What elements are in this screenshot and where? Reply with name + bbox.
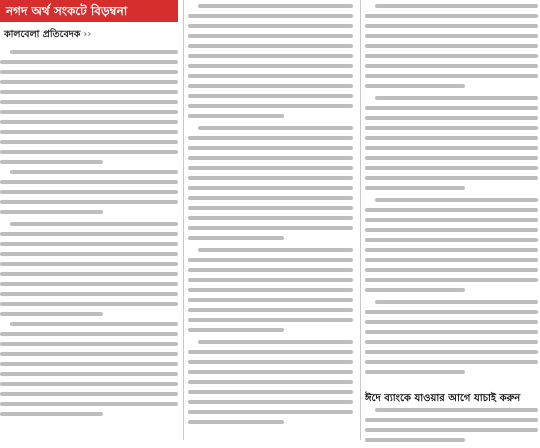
article-paragraph (365, 300, 538, 380)
article-text-placeholder-line (365, 84, 465, 88)
article-text-placeholder-line (0, 412, 103, 416)
article-byline (0, 28, 178, 42)
article-text-placeholder-line (188, 360, 353, 364)
article-text-placeholder-line (188, 94, 353, 98)
article-text-placeholder-line (365, 166, 538, 170)
article-text-placeholder-line (365, 228, 538, 232)
article-text-placeholder-line (0, 272, 178, 276)
article-text-placeholder-line (365, 136, 538, 140)
article-text-placeholder-line (365, 156, 538, 160)
article-text-placeholder-line (188, 44, 353, 48)
article-column-2 (183, 0, 355, 440)
article-text-placeholder-line (365, 258, 538, 262)
article-text-placeholder-line (365, 24, 538, 28)
article-text-placeholder-line (0, 90, 178, 94)
article-paragraph (188, 126, 353, 246)
article-text-placeholder-line (365, 438, 465, 442)
article-paragraph (365, 4, 538, 94)
article-text-placeholder-line (198, 4, 353, 8)
article-text-placeholder-line (0, 332, 178, 336)
article-text-placeholder-line (365, 340, 538, 344)
article-text-placeholder-line (188, 166, 353, 170)
article-text-placeholder-line (365, 54, 538, 58)
article-text-placeholder-line (188, 258, 353, 262)
article-text-placeholder-line (0, 130, 178, 134)
article-text-placeholder-line (198, 126, 353, 130)
article-text-placeholder-line (0, 100, 178, 104)
article-text-placeholder-line (10, 50, 178, 54)
article-text-placeholder-line (0, 70, 178, 74)
article-text-placeholder-line (188, 136, 353, 140)
article-text-placeholder-line (375, 408, 538, 412)
article-text-placeholder-line (10, 170, 178, 174)
article-text-placeholder-line (365, 116, 538, 120)
article-text-placeholder-line (0, 120, 178, 124)
article-text-placeholder-line (188, 54, 353, 58)
article-text-placeholder-line (188, 176, 353, 180)
article-text-placeholder-line (0, 242, 178, 246)
article-text-placeholder-line (0, 392, 178, 396)
article-paragraph (365, 408, 538, 448)
article-text-placeholder-line (0, 382, 178, 386)
article-text-placeholder-line (188, 328, 284, 332)
article-text-placeholder-line (365, 14, 538, 18)
article-text-placeholder-line (188, 74, 353, 78)
article-text-placeholder-line (365, 74, 538, 78)
article-text-placeholder-line (365, 310, 538, 314)
article-text-placeholder-line (0, 312, 103, 316)
article-text-placeholder-line (188, 370, 353, 374)
article-text-placeholder-line (0, 292, 178, 296)
article-text-placeholder-line (0, 140, 178, 144)
article-text-placeholder-line (188, 84, 353, 88)
article-text-placeholder-line (365, 106, 538, 110)
article-text-placeholder-line (365, 428, 538, 432)
double-chevron-right-icon: ›› (83, 29, 92, 40)
article-text-placeholder-line (375, 4, 538, 8)
article-paragraph (0, 322, 178, 422)
article-paragraph (0, 50, 178, 170)
article-paragraph (188, 248, 353, 338)
article-text-placeholder-line (188, 14, 353, 18)
article-text-placeholder-line (365, 320, 538, 324)
article-text-placeholder-line (0, 200, 178, 204)
article-paragraph (0, 170, 178, 220)
article-text-placeholder-line (188, 268, 353, 272)
article-text-placeholder-line (188, 226, 353, 230)
article-paragraph (365, 96, 538, 196)
article-text-placeholder-line (365, 248, 538, 252)
article-text-placeholder-line (0, 362, 178, 366)
article-text-placeholder-line (188, 104, 353, 108)
article-text-placeholder-line (188, 298, 353, 302)
article-text-placeholder-line (375, 198, 538, 202)
article-text-placeholder-line (365, 278, 538, 282)
article-text-placeholder-line (365, 64, 538, 68)
article-text-placeholder-line (0, 80, 178, 84)
article-column-3 (360, 0, 540, 440)
article-text-placeholder-line (188, 420, 284, 424)
article-text-placeholder-line (188, 64, 353, 68)
article-text-placeholder-line (188, 308, 353, 312)
article-text-placeholder-line (10, 322, 178, 326)
article-text-placeholder-line (365, 238, 538, 242)
section-subhead: ঈদে ব্যাংকে যাওয়ার আগে যাচাই করুন (365, 393, 521, 404)
article-text-placeholder-line (188, 278, 353, 282)
article-text-placeholder-line (365, 146, 538, 150)
article-text-placeholder-line (0, 190, 178, 194)
article-column-1 (0, 0, 178, 440)
article-text-placeholder-line (188, 288, 353, 292)
article-text-placeholder-line (188, 114, 284, 118)
article-text-placeholder-line (198, 340, 353, 344)
article-paragraph (0, 222, 178, 322)
article-text-placeholder-line (365, 288, 465, 292)
article-headline: নগদ অর্থ সংকটে বিড়ম্বনা (0, 0, 178, 22)
article-text-placeholder-line (0, 352, 178, 356)
article-text-placeholder-line (0, 150, 178, 154)
article-text-placeholder-line (0, 60, 178, 64)
article-text-placeholder-line (365, 208, 538, 212)
article-text-placeholder-line (0, 262, 178, 266)
article-text-placeholder-line (188, 196, 353, 200)
article-paragraph (188, 340, 353, 430)
article-text-placeholder-line (365, 418, 538, 422)
article-text-placeholder-line (365, 350, 538, 354)
article-text-placeholder-line (188, 400, 353, 404)
article-text-placeholder-line (188, 350, 353, 354)
article-text-placeholder-line (198, 248, 353, 252)
byline-label: কালবেলা প্রতিবেদক (4, 29, 81, 40)
article-text-placeholder-line (375, 96, 538, 100)
article-text-placeholder-line (365, 176, 538, 180)
article-text-placeholder-line (188, 34, 353, 38)
article-text-placeholder-line (0, 180, 178, 184)
article-text-placeholder-line (365, 126, 538, 130)
article-text-placeholder-line (0, 210, 103, 214)
article-text-placeholder-line (0, 252, 178, 256)
article-text-placeholder-line (188, 206, 353, 210)
article-text-placeholder-line (0, 160, 103, 164)
article-text-placeholder-line (0, 232, 178, 236)
article-text-placeholder-line (365, 330, 538, 334)
article-text-placeholder-line (0, 302, 178, 306)
article-text-placeholder-line (365, 44, 538, 48)
article-text-placeholder-line (0, 372, 178, 376)
article-text-placeholder-line (365, 360, 538, 364)
article-text-placeholder-line (365, 218, 538, 222)
article-text-placeholder-line (188, 318, 353, 322)
article-text-placeholder-line (188, 156, 353, 160)
article-text-placeholder-line (365, 186, 465, 190)
article-text-placeholder-line (0, 282, 178, 286)
article-paragraph (365, 198, 538, 298)
article-text-placeholder-line (0, 342, 178, 346)
article-text-placeholder-line (188, 236, 284, 240)
article-text-placeholder-line (188, 24, 353, 28)
article-text-placeholder-line (365, 370, 465, 374)
article-text-placeholder-line (10, 222, 178, 226)
article-text-placeholder-line (188, 186, 353, 190)
article-text-placeholder-line (365, 34, 538, 38)
article-text-placeholder-line (188, 216, 353, 220)
article-text-placeholder-line (0, 402, 178, 406)
article-text-placeholder-line (0, 110, 178, 114)
article-text-placeholder-line (188, 146, 353, 150)
article-paragraph (188, 4, 353, 124)
article-text-placeholder-line (188, 390, 353, 394)
article-text-placeholder-line (188, 380, 353, 384)
article-text-placeholder-line (365, 268, 538, 272)
article-text-placeholder-line (375, 300, 538, 304)
article-text-placeholder-line (188, 410, 353, 414)
